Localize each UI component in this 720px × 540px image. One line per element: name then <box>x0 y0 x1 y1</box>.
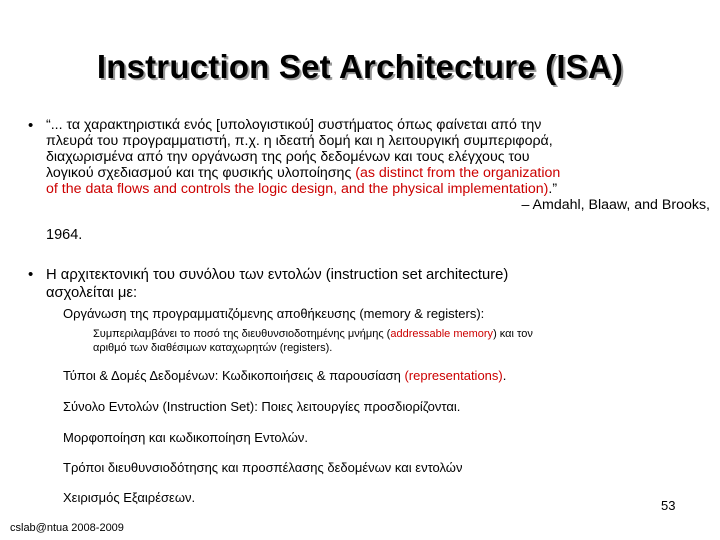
data-types-text: Τύποι & Δομές Δεδομένων: Κωδικοποιήσεις & παρουσίαση <box>63 368 405 383</box>
data-types-item <box>63 368 506 383</box>
quote-line-1: “... τα χαρακτηριστικά ενός [υπολογιστικού] συστήματος όπως φαίνεται από την <box>46 117 542 133</box>
instruction-formatting-item: Μορφοποίηση και κωδικοποίηση Εντολών. <box>63 430 308 445</box>
instruction-set-item: Σύνολο Εντολών (Instruction Set): Ποιες λειτουργίες προσδιορίζονται. <box>63 399 461 414</box>
quote-line-4-highlight: (as distinct from the organization <box>355 165 561 181</box>
addressing-modes-item: Τρόποι διευθυνσιοδότησης και προσπέλασης δεδομένων και εντολών <box>63 460 463 475</box>
isa-heading-line-2: ασχολείται με: <box>46 285 138 301</box>
addressable-memory-highlight: addressable memory <box>390 328 494 340</box>
bullet-1-marker: • <box>28 117 34 134</box>
quote-attribution: – Amdahl, Blaaw, and Brooks, <box>521 197 710 213</box>
storage-detail-text-end: ) και τον <box>493 328 533 340</box>
storage-detail-line-2: αριθμό των διαθέσιμων καταχωρητών (registers). <box>93 342 333 354</box>
isa-topics-heading <box>46 266 710 302</box>
footer-text: cslab@ntua 2008-2009 <box>10 522 124 534</box>
storage-detail-text: Συμπεριλαμβάνει το ποσό της διευθυνσιοδοτημένης μνήμης ( <box>93 328 391 340</box>
bullet-2-marker: • <box>28 266 34 283</box>
quote-line-5 <box>46 181 710 197</box>
quote-line-4 <box>46 165 710 181</box>
quote-line-5-end: .” <box>548 181 558 197</box>
quote-line-2: πλευρά του προγραμματιστή, π.χ. η ιδεατή δομή και η λειτουργική συμπεριφορά, <box>46 133 553 149</box>
quote-line-4-text: λογικού σχεδιασμού και της φυσικής υλοποίησης <box>46 165 356 181</box>
storage-organization: Οργάνωση της προγραμματιζόμενης αποθήκευσης (memory & registers): <box>63 306 485 321</box>
exception-handling-item: Χειρισμός Εξαιρέσεων. <box>63 490 196 505</box>
representations-highlight: (representations) <box>404 368 503 383</box>
quote-line-5-highlight: of the data flows and controls the logic design, and the physical implementation) <box>46 181 549 197</box>
quote-block <box>46 117 710 243</box>
quote-year: 1964. <box>46 227 83 243</box>
slide-title: Instruction Set Architecture (ISA) <box>96 48 624 85</box>
page-number: 53 <box>661 498 676 513</box>
storage-detail-line-1 <box>93 327 533 341</box>
quote-line-3: διαχωρισμένα από την οργάνωση της ροής δεδομένων και τους ελέγχους του <box>46 149 530 165</box>
data-types-end: . <box>502 368 507 383</box>
isa-heading-line-1: Η αρχιτεκτονική του συνόλου των εντολών (instruction set architecture) <box>46 267 509 283</box>
